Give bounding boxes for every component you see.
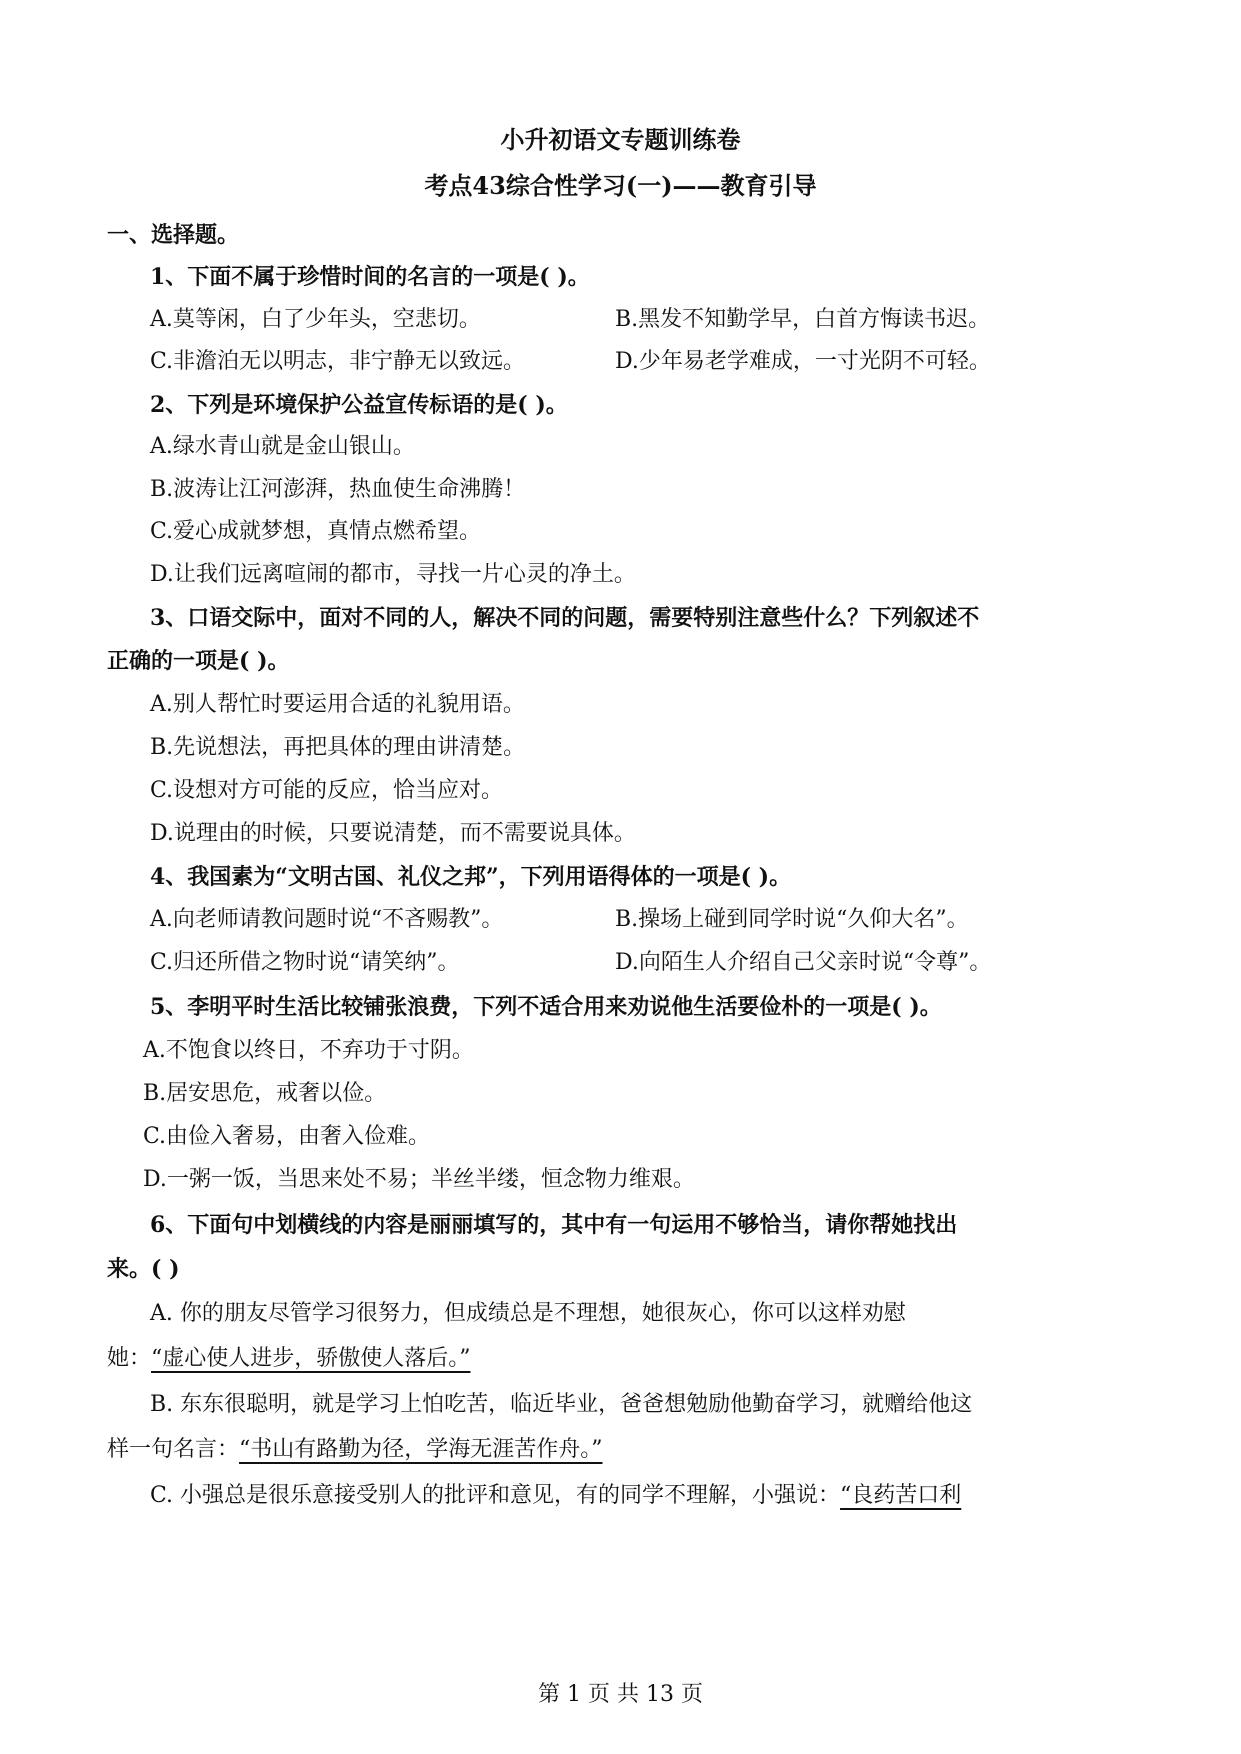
question-4-option-b: B.操场上碰到同学时说“久仰大名”。	[615, 907, 969, 932]
question-2-option-a: A.绿水青山就是金山银山。	[150, 434, 415, 459]
section-heading: 一、选择题。	[107, 222, 240, 248]
page-footer: 第 1 页 共 13 页	[538, 1682, 703, 1707]
question-4-option-d: D.向陌生人介绍自己父亲时说“令尊”。	[615, 950, 992, 975]
question-4-option-c: C.归还所借之物时说“请笑纳”。	[150, 950, 460, 975]
question-2-stem: 2、下列是环境保护公益宣传标语的是( )。	[150, 392, 568, 418]
question-1-stem: 1、下面不属于珍惜时间的名言的一项是( )。	[150, 264, 590, 290]
question-2-option-c: C.爱心成就梦想，真情点燃希望。	[150, 519, 482, 544]
question-6-option-b-line-2	[107, 1435, 603, 1465]
question-3-stem-line-2: 正确的一项是( )。	[107, 648, 290, 674]
question-3-option-b: B.先说想法，再把具体的理由讲清楚。	[150, 735, 526, 760]
question-2-option-b: B.波涛让江河澎湃，热血使生命沸腾！	[150, 477, 526, 502]
document-subtitle: 考点43综合性学习(一)——教育引导	[424, 171, 817, 200]
option-b-prefix: 样一句名言：	[107, 1437, 240, 1462]
option-b-underlined-quote: “书山有路勤为径，学海无涯苦作舟。”	[239, 1437, 603, 1462]
question-1-option-a: A.莫等闲，白了少年头，空悲切。	[150, 307, 481, 332]
question-1-option-d: D.少年易老学难成，一寸光阴不可轻。	[615, 349, 991, 374]
question-4-option-a: A.向老师请教问题时说“不吝赐教”。	[150, 907, 504, 932]
question-2-option-d: D.让我们远离喧闹的都市，寻找一片心灵的净土。	[150, 562, 636, 587]
question-5-option-c: C.由俭入奢易，由奢入俭难。	[143, 1124, 431, 1149]
option-a-prefix: 她：	[107, 1346, 152, 1371]
question-3-option-c: C.设想对方可能的反应，恰当应对。	[150, 778, 504, 803]
question-5-option-d: D.一粥一饭，当思来处不易；半丝半缕，恒念物力维艰。	[143, 1167, 695, 1192]
question-6-option-b-line-1: B. 东东很聪明，就是学习上怕吃苦，临近毕业，爸爸想勉励他勤奋学习，就赠给他这	[150, 1392, 973, 1417]
question-4-stem: 4、我国素为“文明古国、礼仪之邦”，下列用语得体的一项是( )。	[150, 864, 792, 890]
question-3-option-a: A.别人帮忙时要运用合适的礼貌用语。	[150, 692, 525, 717]
question-6-option-a-line-1: A. 你的朋友尽管学习很努力，但成绩总是不理想，她很灰心，你可以这样劝慰	[150, 1301, 906, 1326]
question-1-option-c: C.非澹泊无以明志，非宁静无以致远。	[150, 349, 526, 374]
question-6-option-c-line-1	[150, 1481, 961, 1511]
question-6-stem-line-2: 来。( )	[107, 1256, 180, 1282]
question-3-option-d: D.说理由的时候，只要说清楚，而不需要说具体。	[150, 821, 636, 846]
document-title: 小升初语文专题训练卷	[500, 125, 741, 154]
option-c-underlined-quote: “良药苦口利	[840, 1483, 962, 1508]
question-5-option-b: B.居安思危，戒奢以俭。	[143, 1081, 387, 1106]
question-5-option-a: A.不饱食以终日，不弃功于寸阴。	[143, 1038, 474, 1063]
question-6-stem-line-1: 6、下面句中划横线的内容是丽丽填写的，其中有一句运用不够恰当，请你帮她找出	[150, 1212, 958, 1238]
question-6-option-a-line-2	[107, 1344, 471, 1374]
question-3-stem-line-1: 3、口语交际中，面对不同的人，解决不同的问题，需要特别注意些什么？下列叙述不	[150, 605, 980, 631]
question-5-stem: 5、李明平时生活比较铺张浪费，下列不适合用来劝说他生活要俭朴的一项是( )。	[150, 994, 942, 1020]
question-1-option-b: B.黑发不知勤学早，白首方悔读书迟。	[615, 307, 991, 332]
option-c-prefix: C. 小强总是很乐意接受别人的批评和意见，有的同学不理解，小强说：	[150, 1483, 841, 1508]
option-a-underlined-quote: “虚心使人进步，骄傲使人落后。”	[151, 1346, 471, 1371]
